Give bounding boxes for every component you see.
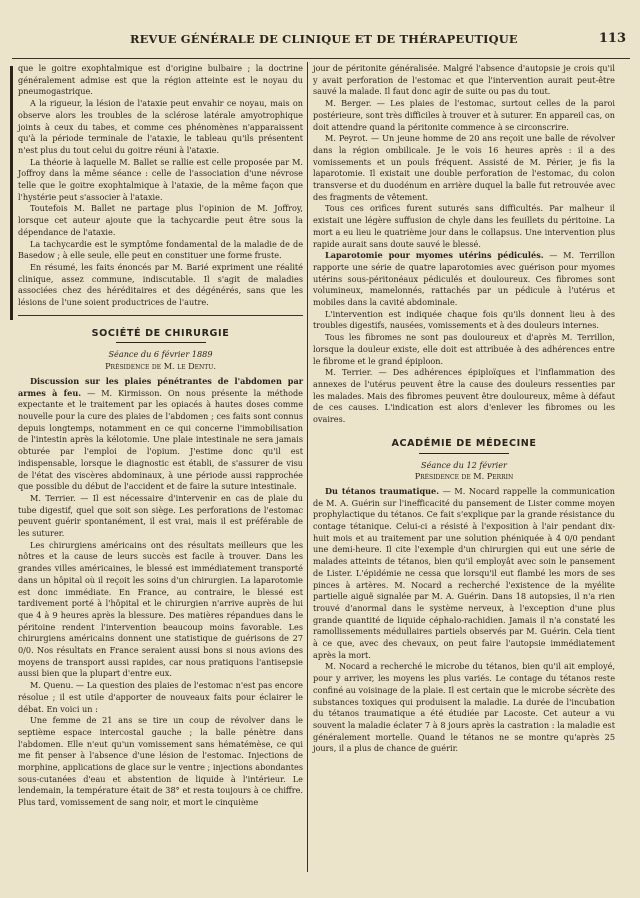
section-title: ACADÉMIE DE MÉDECINE	[391, 437, 537, 449]
paragraph: que le goitre exophtalmique est d'origine bulbaire ; la doctrine généralement admise est que la région atteinte est le noyau du pneumogastrique.	[18, 63, 303, 97]
paragraph-text: — M. Nocard rappelle la communication de M. A. Guérin sur l'inefficacité du pansement de Lister comme moyen prophylactique du tétanos. Ce fait s'explique par la grande résistance du contage tétanique. Celui-ci a résisté à l'exposition à l'air pendant dix-huit mois et au traitement par une solution phéniquée à 4 0/0 pendant une demi-heure. Il cite l'exemple d'un chirurgien qui eut une série de malades atteints de tétanos, bien qu'il employât avec soin le pansement de Lister. L'épidémie ne cessa que lorsqu'il eut flambé les mors de ses pinces à artères. M. Nocard a recherché l'existence de la myélite partielle aiguë signalée par M. A. Guérin. Dans 18 autopsies, il n'a rien trouvé d'anormal dans le système nerveux, à l'exception d'une plus grande quantité de liquide céphalo-rachidien. Jamais il n'a constaté les ramollissements médullaires partiels observés par M. Guérin. Cela tient à ce que, avec des chevaux, on peut faire l'autopsie immédiatement après la mort.	[313, 485, 615, 660]
paragraph: Une femme de 21 ans se tire un coup de révolver dans le septième espace intercostal gauche ; la balle pénètre dans l'abdomen. Elle n'eut qu'un vomissement sans hématémèse, ce qui me fit penser à l'absence d'une lésion de l'estomac. Injections de morphine, applications de glace sur le ventre ; injections abondantes sous-cutanées d'eau et abstention de liquide à l'intérieur. Le lendemain, la température était de 38° et resta toujours à ce chiffre. Plus tard, vomissement de sang noir, et mort le cinquième	[18, 715, 303, 808]
paragraph-text: — M. Terrillon rapporte une série de quatre laparotomies avec guérison pour myomes utérins sous-péritonéaux pédiculés et douloureux. Ces fibromes sont volumineux, mamelonnés, rattachés par un pédicule à l'utérus et mobiles dans la cavité abdominale.	[313, 250, 616, 308]
left-column	[18, 63, 303, 809]
section-rule	[18, 315, 303, 316]
page-number: 113	[598, 31, 626, 46]
seance-date: Séance du 6 février 1889	[108, 349, 213, 360]
paragraph: Les chirurgiens américains ont des résultats meilleurs que les nôtres et la cause de leurs succès est facile à trouver. Dans les grandes villes américaines, le blessé est immédiatement transporté dans un hôpital où il reçoit les soins d'un chirurgien. La laparotomie est donc immédiate. En France, au contraire, le blessé est tardivement porté à l'hôpital et le chirurgien n'arrive auprès de lui que 4 à 9 heures après la blessure. Des matières répandues dans le péritoine rendent l'intervention beaucoup moins favorable. Les chirurgiens américains donnent une statistique de guérisons de 27 0/0. Nos résultats en France seraient aussi bons si nous avions des moyens de transport aussi rapides, car nous pratiquons l'antisepsie aussi bien que la plupart d'entre eux.	[18, 539, 303, 679]
section-title: SOCIÉTÉ DE CHIRURGIE	[91, 327, 230, 339]
topic-heading: Laparotomie pour myomes utérins pédiculés.	[325, 250, 544, 261]
paragraph: La tachycardie est le symptôme fondamental de la maladie de de Basedow ; à elle seule, elle peut en constituer une forme fruste.	[18, 238, 303, 261]
paragraph: jour de péritonite généralisée. Malgré l'absence d'autopsie je crois qu'il y avait perforation de l'estomac et que l'intervention aurait peut-être sauvé la malade. Il faut donc agir de suite ou pas du tout.	[313, 63, 615, 97]
paragraph: A la rigueur, la lésion de l'ataxie peut envahir ce noyau, mais on observe alors les troubles de la sclérose latérale amyotrophique joints à ceux du tabes, et comme ces phénomènes n'apparaissent qu'à la période terminale de l'ataxie, le tableau qu'ils présentent n'est plus du tout celui du goitre réuni à l'ataxie.	[18, 98, 303, 155]
paragraph	[313, 486, 615, 662]
presidence: Présidence de M. le Dentu.	[105, 361, 216, 372]
margin-bar	[10, 66, 13, 320]
journal-title: REVUE GÉNÉRALE DE CLINIQUE ET DE THÉRAPEUTIQUE	[130, 32, 518, 46]
running-header	[0, 30, 640, 52]
paragraph: M. Peyrot. — Un jeune homme de 20 ans reçoit une balle de révolver dans la région ombilicale. Je le vois 16 heures après : il a des vomissements et un pouls fréquent. Assisté de M. Périer, je fis la laparotomie. Il existait une double perforation de l'estomac, du colon transverse et du duodénum en arrière duquel la balle fut retrouvée avec des fragments de vêtement.	[313, 133, 615, 202]
presidence: Présidence de M. Perrin	[414, 471, 514, 482]
paragraph: M. Berger. — Les plaies de l'estomac, surtout celles de la paroi postérieure, sont très difficiles à trouver et à suturer. En appareil cas, on doit attendre quand la péritonite commence à se circonscrire.	[313, 98, 615, 132]
paragraph: Toutefois M. Ballet ne partage plus l'opinion de M. Joffroy, lorsque cet auteur ajoute que la tachycardie peut être sous la dépendance de l'ataxie.	[18, 203, 303, 237]
paragraph: M. Nocard a recherché le microbe du tétanos, bien qu'il ait employé, pour y arriver, les moyens les plus variés. Le contage du tétanos reste confiné au voisinage de la plaie. Il est certain que le microbe sécrète des substances toxiques qui produisent la maladie. La durée de l'incubation du tétanos traumatique a été étudiée par Lacoste. Cet auteur a vu souvent la maladie éclater 7 à 8 jours après la castration : la maladie est généralement mortelle. Quand le tétanos ne se montre qu'après 25 jours, il a plus de chance de guérir.	[313, 661, 615, 754]
topic-heading: Du tétanos traumatique.	[325, 485, 440, 496]
topic-heading: Discussion sur les plaies pénétrantes de l'abdomen par armes à feu.	[18, 375, 303, 398]
header-rule	[12, 58, 630, 59]
paragraph: La théorie à laquelle M. Ballet se rallie est celle proposée par M. Joffroy dans la même séance : celle de l'association d'une névrose telle que le goitre exophtalmique à l'ataxie, de la même façon que l'hystérie peut s'associer à l'ataxie.	[18, 156, 303, 202]
paragraph: Tous ces orifices furent suturés sans difficultés. Par malheur il existait une légère suffusion de chyle dans les feuillets du péritoine. La mort a eu lieu le quatrième jour dans le collapsus. Une intervention plus rapide aurait sans doute sauvé le blessé.	[313, 203, 615, 249]
paragraph	[18, 376, 303, 493]
title-underline	[419, 453, 509, 454]
paragraph: Tous les fibromes ne sont pas douloureux et d'après M. Terrillon, lorsque la douleur existe, elle doit est attribuée à des adhérences entre le fibrome et le grand épiploon.	[313, 332, 615, 366]
paragraph	[313, 250, 615, 309]
title-underline	[116, 342, 206, 343]
right-column	[313, 63, 615, 755]
seance-date: Séance du 12 février	[421, 459, 507, 470]
paragraph: En résumé, les faits énoncés par M. Barié expriment une réalité clinique, assez commune, indiscutable. Il s'agit de maladies associées chez des héréditaires et des dégénérés, sans que les lésions de l'une soient productrices de l'autre.	[18, 261, 303, 308]
paragraph-text: — M. Kirmisson. On nous présente la méthode expectante et le traitement par les opiacés à hautes doses comme nouvelle pour la cure des plaies de l'abdomen ; ces faits sont connus depuis longtemps, notamment en ce qui concerne l'immobilisation de l'intestin après la kélotomie. Une plaie intestinale ne sera jamais obturée par l'emploi de l'opium. J'estime donc qu'il est indispensable, lorsque le diagnostic est établi, de s'assurer de visu de l'état des viscères abdominaux, à une période aussi rapprochée que possible du début de l'accident et de faire la suture intestinale.	[18, 387, 303, 492]
paragraph: M. Terrier. — Il est nécessaire d'intervenir en cas de plaie du tube digestif, quel que soit son siège. Les perforations de l'estomac peuvent guérir spontanément, il est vrai, mais il est préférable de les suturer.	[18, 492, 303, 539]
column-divider	[307, 62, 308, 872]
paragraph: L'intervention est indiquée chaque fois qu'ils donnent lieu à des troubles digestifs, nausées, vomissements et à des douleurs internes.	[313, 308, 615, 331]
paragraph: M. Quenu. — La question des plaies de l'estomac n'est pas encore résolue ; il est utile d'apporter de nouveaux faits pour éclairer le débat. En voici un :	[18, 680, 303, 714]
paragraph: M. Terrier. — Des adhérences épiploïques et l'inflammation des annexes de l'utérus peuvent être la cause des douleurs ressenties par les malades. Mais des fibromes peuvent être douloureux, même à défaut de ces causes. L'indication est alors d'enlever les fibromes ou les ovaires.	[313, 367, 615, 425]
